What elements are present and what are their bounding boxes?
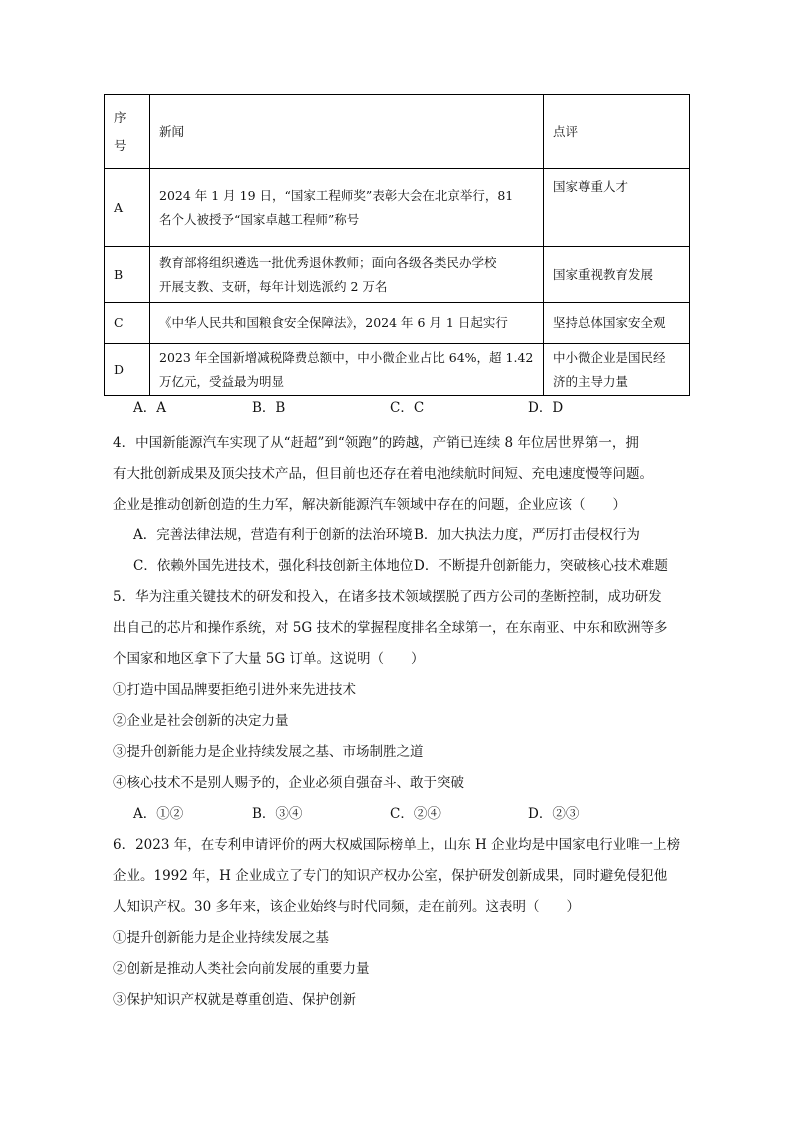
q6-stem-line-1: 6．2023 年，在专利申请评价的两大权威国际榜单上，山东 H 企业均是中国家电行业唯一上榜 <box>113 837 681 853</box>
q6-statement-2: ②创新是推动人类社会向前发展的重要力量 <box>113 961 370 977</box>
q5-statement-4: ④核心技术不是别人赐予的，企业必须自强奋斗、敢于突破 <box>113 775 464 791</box>
q5-option-a: A．①② <box>133 806 184 822</box>
q5-statement-2: ②企业是社会创新的决定力量 <box>113 713 289 729</box>
q6-stem-line-2: 企业。1992 年，H 企业成立了专门的知识产权办公室，保护研发创新成果，同时避免侵犯他 <box>113 868 668 884</box>
row-id: B <box>105 247 150 303</box>
q4-stem-line-1: 4．中国新能源汽车实现了从“赶超”到“领跑”的跨越，产销已连续 8 年位居世界第一，拥 <box>113 435 639 451</box>
row-comment: 中小微企业是国民经 济的主导力量 <box>544 344 690 396</box>
q5-option-b: B．③④ <box>252 806 303 822</box>
q4-option-d: D．不断提升创新能力，突破核心技术难题 <box>414 558 668 574</box>
q5-option-d: D．②③ <box>528 806 580 822</box>
header-comment: 点评 <box>544 95 690 169</box>
q6-statement-1: ①提升创新能力是企业持续发展之基 <box>113 930 329 946</box>
header-seq: 序 号 <box>105 95 150 169</box>
row-id: D <box>105 344 150 396</box>
q3-option-a: A．A <box>133 400 166 416</box>
header-news: 新闻 <box>150 95 544 169</box>
q5-stem-line-3: 个国家和地区拿下了大量 5G 订单。这说明（ ） <box>113 651 425 667</box>
table-row <box>105 344 690 396</box>
row-news: 《中华人民共和国粮食安全保障法》，2024 年 6 月 1 日起实行 <box>150 303 544 344</box>
q6-stem-line-3: 人知识产权。30 多年来，该企业始终与时代同频，走在前列。这表明（ ） <box>113 899 580 915</box>
row-comment: 坚持总体国家安全观 <box>544 303 690 344</box>
row-comment: 国家重视教育发展 <box>544 247 690 303</box>
row-comment: 国家尊重人才 <box>544 169 690 247</box>
row-news: 2024 年 1 月 19 日，“国家工程师奖”表彰大会在北京举行，81 名个人被授予“国家卓越工程师”称号 <box>150 169 544 247</box>
q4-stem-line-2: 有大批创新成果及顶尖技术产品，但目前也还存在着电池续航时间短、充电速度慢等问题。 <box>113 466 653 482</box>
q5-stem-line-1: 5．华为注重关键技术的研发和投入，在诸多技术领域摆脱了西方公司的垄断控制，成功研发 <box>113 589 662 605</box>
row-news: 2023 年全国新增减税降费总额中，中小微企业占比 64%，超 1.42 万亿元，受益最为明显 <box>150 344 544 396</box>
table-header-row <box>105 95 690 169</box>
q3-option-d: D．D <box>528 400 564 416</box>
table-row <box>105 169 690 247</box>
q4-option-c: C．依赖外国先进技术，强化科技创新主体地位 <box>133 558 414 574</box>
q3-option-b: B．B <box>252 400 286 416</box>
q4-option-a: A．完善法律法规，营造有利于创新的法治环境 <box>133 527 413 543</box>
q5-option-c: C．②④ <box>390 806 441 822</box>
table-row <box>105 247 690 303</box>
row-news: 教育部将组织遴选一批优秀退休教师；面向各级各类民办学校 开展支教、支研，每年计划选派约 2 万名 <box>150 247 544 303</box>
row-id: A <box>105 169 150 247</box>
q3-option-c: C．C <box>390 400 425 416</box>
row-id: C <box>105 303 150 344</box>
q5-statement-3: ③提升创新能力是企业持续发展之基、市场制胜之道 <box>113 744 424 760</box>
q6-statement-3: ③保护知识产权就是尊重创造、保护创新 <box>113 992 356 1008</box>
q5-statement-1: ①打造中国品牌要拒绝引进外来先进技术 <box>113 682 356 698</box>
table-row <box>105 303 690 344</box>
q4-stem-line-3: 企业是推动创新创造的生力军，解决新能源汽车领域中存在的问题，企业应该（ ） <box>113 497 626 513</box>
news-comment-table <box>104 94 690 396</box>
q4-option-b: B．加大执法力度，严厉打击侵权行为 <box>414 527 640 543</box>
q5-stem-line-2: 出自己的芯片和操作系统，对 5G 技术的掌握程度排名全球第一，在东南亚、中东和欧洲等多 <box>113 620 668 636</box>
